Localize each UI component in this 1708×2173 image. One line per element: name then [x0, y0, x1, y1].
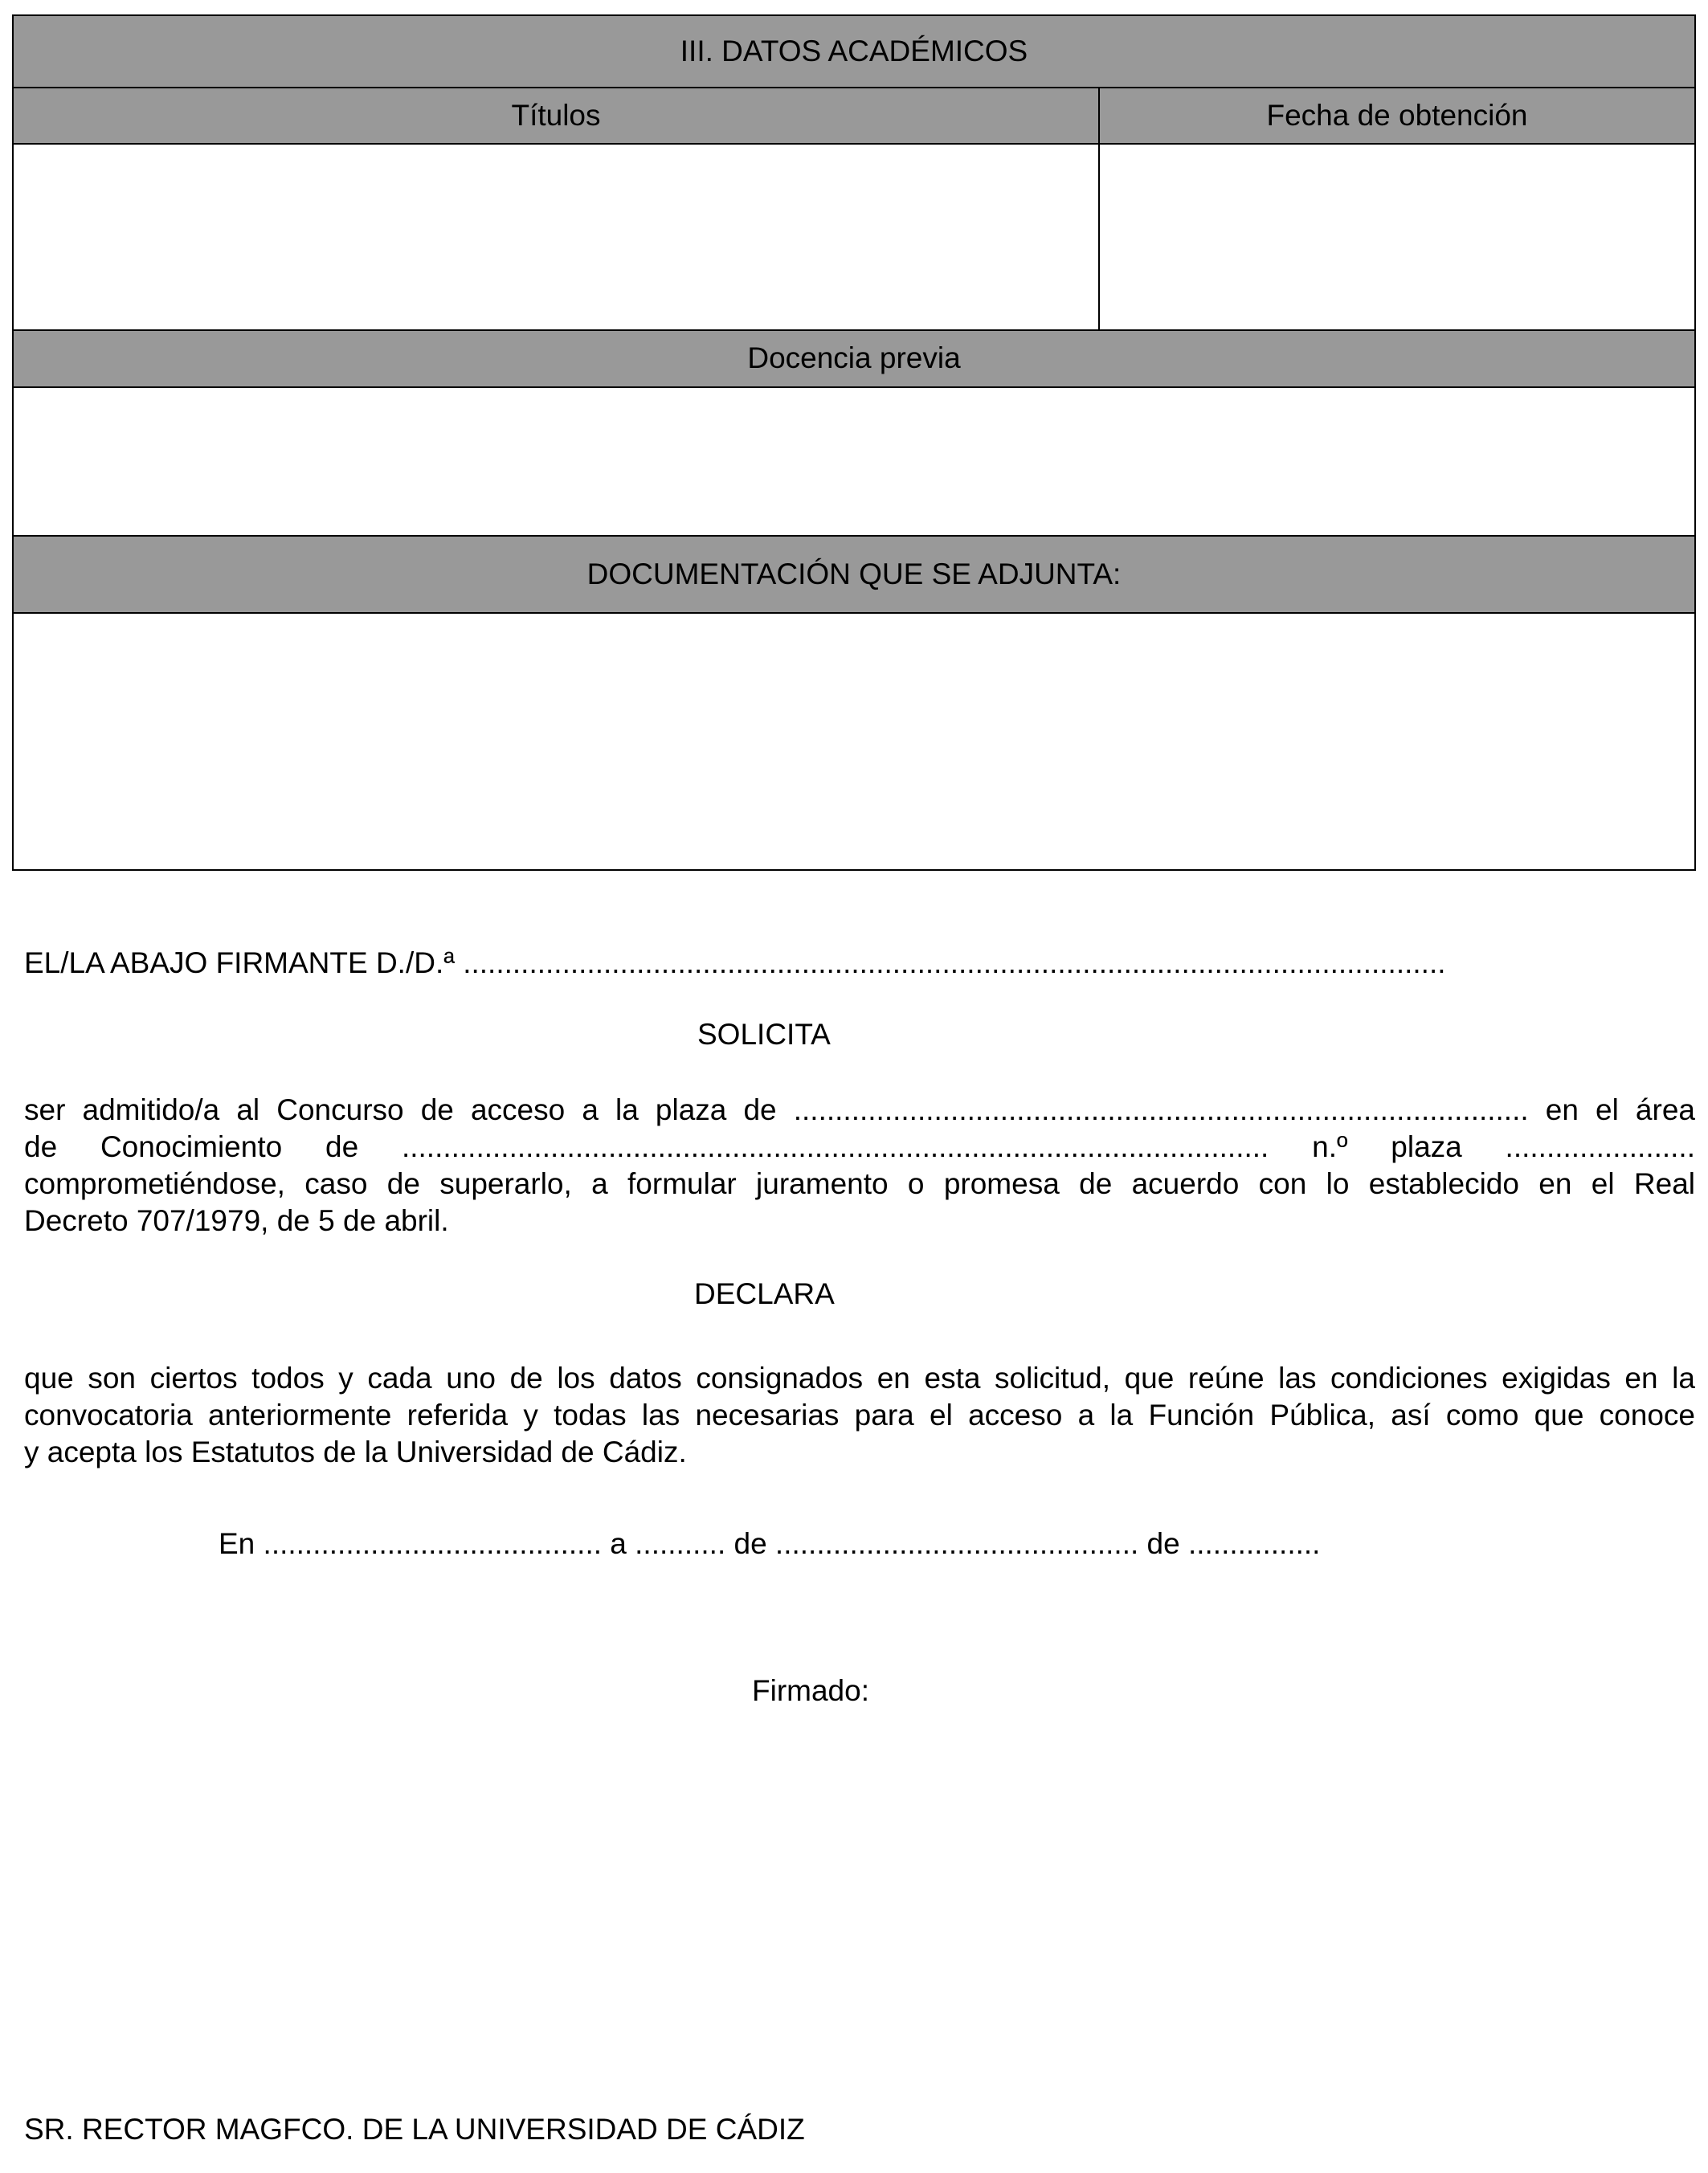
declara-paragraph	[24, 1360, 1695, 1471]
fecha-obtencion-header: Fecha de obtención	[1099, 88, 1695, 144]
declara-line-1: que son ciertos todos y cada uno de los datos consignados en esta solicitud, que reúne las condiciones exigidas en la	[24, 1362, 1695, 1395]
section-title: III. DATOS ACADÉMICOS	[13, 15, 1695, 88]
addressee: SR. RECTOR MAGFCO. DE LA UNIVERSIDAD DE CÁDIZ	[24, 2113, 805, 2146]
place-date-line: En ......................................... a ........... de ............................................ de ................	[219, 1527, 1321, 1560]
solicita-line-2: de Conocimiento de ......................................................................................................... n.º plaza .......................	[24, 1130, 1695, 1163]
firmado-label: Firmado:	[752, 1674, 869, 1707]
docencia-previa-header: Docencia previa	[13, 330, 1695, 387]
documentacion-header: DOCUMENTACIÓN QUE SE ADJUNTA:	[13, 536, 1695, 613]
solicita-line-4: Decreto 707/1979, de 5 de abril.	[24, 1204, 449, 1237]
solicita-line-1: ser admitido/a al Concurso de acceso a la plaza de ......................................................................................... en el área	[24, 1093, 1695, 1126]
docencia-previa-field[interactable]	[13, 387, 1695, 536]
titulos-header: Títulos	[13, 88, 1099, 144]
declara-line-2: convocatoria anteriormente referida y todas las necesarias para el acceso a la Función Pública, así como que conoce	[24, 1399, 1695, 1432]
declara-heading: DECLARA	[694, 1277, 835, 1310]
documentacion-field[interactable]	[13, 613, 1695, 870]
fecha-obtencion-field[interactable]	[1099, 144, 1695, 330]
titulos-field[interactable]	[13, 144, 1099, 330]
declara-line-3: y acepta los Estatutos de la Universidad de Cádiz.	[24, 1436, 687, 1468]
firmante-line: EL/LA ABAJO FIRMANTE D./D.ª .......................................................................................................................	[24, 946, 1446, 979]
solicita-line-3: comprometiéndose, caso de superarlo, a formular juramento o promesa de acuerdo con lo establecido en el Real	[24, 1167, 1695, 1200]
solicita-paragraph	[24, 1092, 1695, 1240]
solicita-heading: SOLICITA	[697, 1018, 831, 1051]
academic-data-table	[12, 14, 1696, 871]
